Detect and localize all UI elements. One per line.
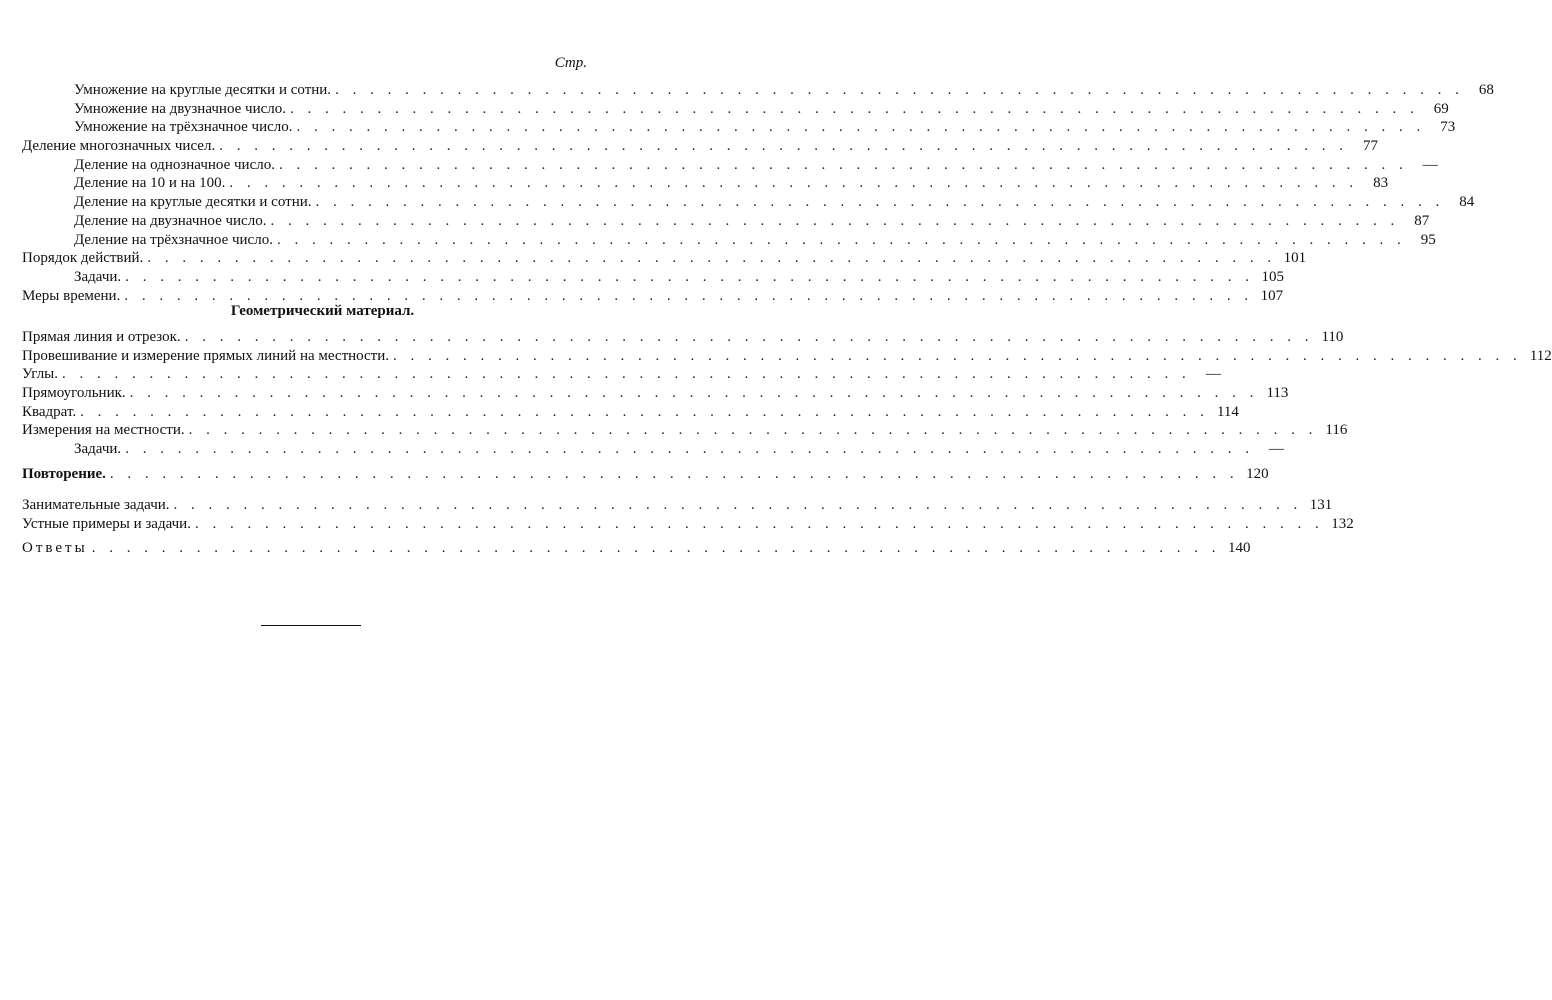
toc-entry-page-number: 116 [1325, 422, 1348, 439]
toc-entry-title: Умножение на двузначное число. [74, 100, 287, 117]
toc-entry [22, 193, 1475, 212]
toc-entry [22, 100, 1449, 119]
toc-entry-title: Квадрат. [22, 403, 77, 420]
page-column-label: Стр. [554, 55, 587, 71]
toc-entry [22, 440, 1284, 459]
toc-entry-title: Углы. [22, 366, 59, 383]
toc-dot-leader: . . . . . . . . . . . . . . . . . . . . . . . . . . . . . . . . . . . . . . . . . . . . . . . . . . . . . . . . . . . . . . . . . [147, 250, 1277, 267]
toc-entry-title: Повторение. [22, 466, 106, 482]
toc-entry-page-number: 95 [1420, 231, 1436, 248]
toc-entry-page-number: 112 [1529, 347, 1552, 364]
toc-dot-leader: . . . . . . . . . . . . . . . . . . . . . . . . . . . . . . . . . . . . . . . . . . . . . . . . . . . . . . . . . . . . . . . . . [278, 156, 1408, 173]
toc-entry-title: Измерения на местности. [22, 422, 185, 439]
toc-dot-leader: . . . . . . . . . . . . . . . . . . . . . . . . . . . . . . . . . . . . . . . . . . . . . . . . . . . . . . . . . . . . . . . . . [124, 287, 1254, 304]
toc-entry-page-number: 140 [1227, 540, 1251, 556]
toc-entry-page-number: 107 [1260, 287, 1284, 304]
toc-entry-title: Порядок действий. [22, 250, 144, 267]
toc-dot-leader: . . . . . . . . . . . . . . . . . . . . . . . . . . . . . . . . . . . . . . . . . . . . . . . . . . . . . . . . . . . . . . . . . [219, 138, 1348, 155]
toc-entry [22, 496, 1333, 515]
toc-entry-title: Задачи. [74, 268, 122, 285]
toc-entry-page-number: 87 [1414, 212, 1430, 229]
toc-dot-leader: . . . . . . . . . . . . . . . . . . . . . . . . . . . . . . . . . . . . . . . . . . . . . . . . . . . . . . . . . . . . . . . . . [109, 466, 1239, 482]
toc-entry-page-number: 73 [1440, 119, 1456, 136]
toc-entry-page-number: 77 [1362, 138, 1378, 155]
toc-entry [22, 137, 1378, 156]
toc-dot-leader: . . . . . . . . . . . . . . . . . . . . . . . . . . . . . . . . . . . . . . . . . . . . . . . . . . . . . . . . . . . . . . . . . [270, 212, 1400, 229]
toc-entry [22, 212, 1430, 231]
toc-entry-page-number: 120 [1246, 466, 1269, 482]
toc-entry-title: Деление на трёхзначное число. [74, 231, 273, 248]
toc-entry [22, 174, 1389, 193]
toc-dot-leader: . . . . . . . . . . . . . . . . . . . . . . . . . . . . . . . . . . . . . . . . . . . . . . . . . . . . . . . . . . . . . . . . . [188, 422, 1318, 439]
toc-entry [22, 384, 1289, 403]
toc-entry-title: Ответы [22, 540, 88, 556]
toc-entry-title: Прямоугольник. [22, 385, 126, 402]
toc-dot-leader: . . . . . . . . . . . . . . . . . . . . . . . . . . . . . . . . . . . . . . . . . . . . . . . . . . . . . . . . . . . . . . . . . [62, 366, 1191, 383]
toc-entry [22, 249, 1307, 268]
toc-entry-page-number: 114 [1216, 403, 1239, 420]
section-heading-geometry: Геометрический материал. [230, 303, 415, 319]
toc-entry-title: Деление на круглые десятки и сотни. [74, 194, 312, 211]
end-divider-rule [261, 625, 361, 626]
toc-list-extra [22, 496, 1354, 533]
toc-entry-title: Провешивание и измерение прямых линий на местности. [22, 347, 390, 364]
toc-dot-leader: . . . . . . . . . . . . . . . . . . . . . . . . . . . . . . . . . . . . . . . . . . . . . . . . . . . . . . . . . . . . . . . . . [125, 268, 1254, 285]
toc-entry [22, 403, 1239, 422]
toc-entry-title: Деление на однозначное число. [74, 156, 275, 173]
toc-entry [22, 539, 1251, 558]
toc-list-arithmetic [22, 81, 1494, 305]
toc-entry-page-number: 101 [1283, 250, 1307, 267]
toc-dot-leader: . . . . . . . . . . . . . . . . . . . . . . . . . . . . . . . . . . . . . . . . . . . . . . . . . . . . . . . . . . . . . . . . . [173, 497, 1303, 513]
toc-list-geometry [22, 328, 1552, 459]
toc-dot-leader: . . . . . . . . . . . . . . . . . . . . . . . . . . . . . . . . . . . . . . . . . . . . . . . . . . . . . . . . . . . . . . . . . [229, 175, 1359, 192]
toc-dot-leader: . . . . . . . . . . . . . . . . . . . . . . . . . . . . . . . . . . . . . . . . . . . . . . . . . . . . . . . . . . . . . . . . . [290, 100, 1419, 117]
toc-entry-title: Деление на 10 и на 100. [74, 175, 226, 192]
toc-entry-page-number: 131 [1309, 497, 1333, 513]
toc-entry [22, 347, 1552, 366]
toc-dot-leader: . . . . . . . . . . . . . . . . . . . . . . . . . . . . . . . . . . . . . . . . . . . . . . . . . . . . . . . . . . . . . . . . . [91, 540, 1221, 556]
toc-entry-title: Задачи. [74, 441, 122, 458]
toc-entry-page-number: 105 [1261, 268, 1284, 285]
toc-dot-leader: . . . . . . . . . . . . . . . . . . . . . . . . . . . . . . . . . . . . . . . . . . . . . . . . . . . . . . . . . . . . . . . . . [393, 347, 1522, 364]
toc-dot-leader: . . . . . . . . . . . . . . . . . . . . . . . . . . . . . . . . . . . . . . . . . . . . . . . . . . . . . . . . . . . . . . . . . [194, 515, 1324, 532]
toc-dot-leader: . . . . . . . . . . . . . . . . . . . . . . . . . . . . . . . . . . . . . . . . . . . . . . . . . . . . . . . . . . . . . . . . . [184, 329, 1314, 345]
toc-entry-page-number: 113 [1266, 385, 1289, 402]
toc-entry-page-number: 132 [1331, 515, 1354, 532]
toc-entry [22, 465, 1269, 484]
toc-entry [22, 515, 1354, 534]
toc-entry-title: Деление многозначных чисел. [22, 138, 216, 155]
toc-entry-page-number: — [1422, 156, 1438, 173]
toc-dot-leader: . . . . . . . . . . . . . . . . . . . . . . . . . . . . . . . . . . . . . . . . . . . . . . . . . . . . . . . . . . . . . . . . . [125, 441, 1254, 458]
toc-entry-page-number: — [1268, 441, 1284, 458]
toc-entry [22, 81, 1494, 100]
toc-entry-title: Занимательные задачи. [22, 497, 170, 513]
toc-dot-leader: . . . . . . . . . . . . . . . . . . . . . . . . . . . . . . . . . . . . . . . . . . . . . . . . . . . . . . . . . . . . . . . . . [335, 82, 1464, 98]
toc-dot-leader: . . . . . . . . . . . . . . . . . . . . . . . . . . . . . . . . . . . . . . . . . . . . . . . . . . . . . . . . . . . . . . . . . [315, 194, 1445, 211]
toc-entry-page-number: 84 [1459, 194, 1475, 211]
toc-dot-leader: . . . . . . . . . . . . . . . . . . . . . . . . . . . . . . . . . . . . . . . . . . . . . . . . . . . . . . . . . . . . . . . . . [276, 231, 1406, 248]
toc-entry [22, 118, 1456, 137]
toc-entry-title: Умножение на круглые десятки и сотни. [74, 82, 332, 98]
toc-entry-page-number: — [1205, 366, 1221, 383]
toc-entry-title: Устные примеры и задачи. [22, 515, 191, 532]
toc-entry [22, 268, 1284, 287]
toc-dot-leader: . . . . . . . . . . . . . . . . . . . . . . . . . . . . . . . . . . . . . . . . . . . . . . . . . . . . . . . . . . . . . . . . . [296, 119, 1426, 136]
toc-list-review [22, 465, 1269, 484]
toc-list-answers [22, 539, 1251, 558]
toc-entry-page-number: 69 [1433, 100, 1449, 117]
toc-entry-title: Деление на двузначное число. [74, 212, 267, 229]
toc-entry-page-number: 83 [1373, 175, 1389, 192]
toc-dot-leader: . . . . . . . . . . . . . . . . . . . . . . . . . . . . . . . . . . . . . . . . . . . . . . . . . . . . . . . . . . . . . . . . . [129, 385, 1259, 402]
toc-dot-leader: . . . . . . . . . . . . . . . . . . . . . . . . . . . . . . . . . . . . . . . . . . . . . . . . . . . . . . . . . . . . . . . . . [80, 403, 1209, 420]
toc-entry [22, 421, 1348, 440]
toc-entry-title: Прямая линия и отрезок. [22, 329, 181, 345]
toc-entry-title: Меры времени. [22, 287, 121, 304]
toc-entry-title: Умножение на трёхзначное число. [74, 119, 293, 136]
toc-entry-page-number: 68 [1478, 82, 1494, 98]
toc-entry [22, 231, 1436, 250]
toc-entry [22, 328, 1344, 347]
toc-entry-page-number: 110 [1321, 329, 1344, 345]
toc-entry [22, 156, 1438, 175]
toc-entry [22, 365, 1221, 384]
